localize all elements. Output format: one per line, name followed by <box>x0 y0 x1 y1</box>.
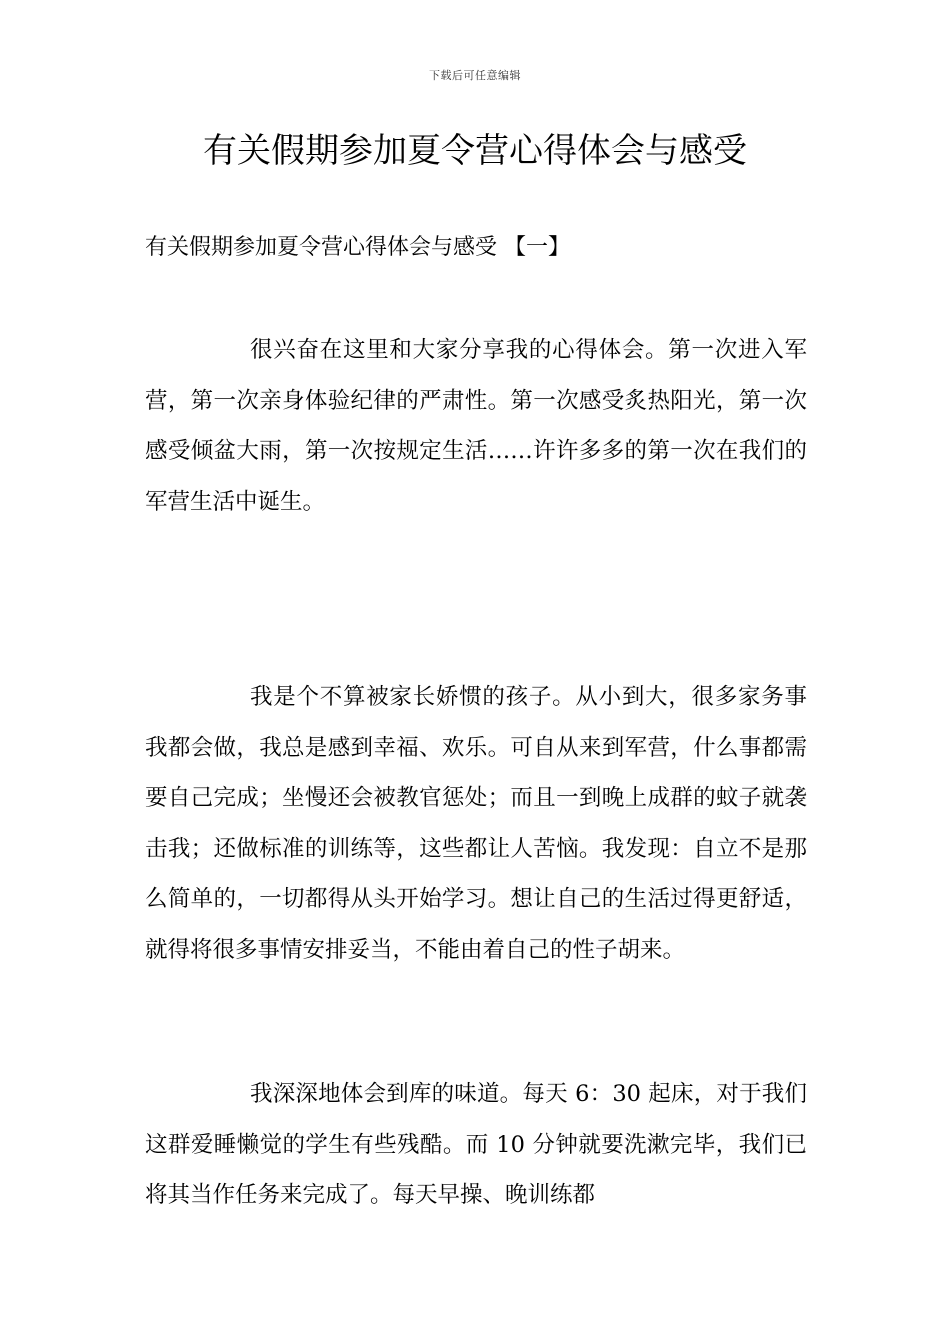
header-note: 下载后可任意编辑 <box>429 69 521 82</box>
body-paragraph: 我深深地体会到库的味道。每天 6：30 起床，对于我们这群爱睡懒觉的学生有些残酷。而 10 分钟就要洗漱完毕，我们已将其当作任务来完成了。每天早操、晚训练都 <box>145 1081 807 1208</box>
section-heading: 有关假期参加夏令营心得体会与感受 【一】 <box>145 235 570 260</box>
body-paragraph: 我是个不算被家长娇惯的孩子。从小到大，很多家务事我都会做，我总是感到幸福、欢乐。可自从来到军营，什么事都需要自己完成；坐慢还会被教官惩处；而且一到晚上成群的蚊子就袭击我；还做标准的训练等，这些都让人苦恼。我发现：自立不是那么简单的，一切都得从头开始学习。想让自己的生活过得更舒适，就得将很多事情安排妥当，不能由着自己的性子胡来。 <box>145 684 807 963</box>
document-title: 有关假期参加夏令营心得体会与感受 <box>203 131 747 171</box>
body-paragraph: 很兴奋在这里和大家分享我的心得体会。第一次进入军营，第一次亲身体验纪律的严肃性。第一次感受炙热阳光，第一次感受倾盆大雨，第一次按规定生活……许许多多的第一次在我们的军营生活中诞生。 <box>145 337 807 515</box>
